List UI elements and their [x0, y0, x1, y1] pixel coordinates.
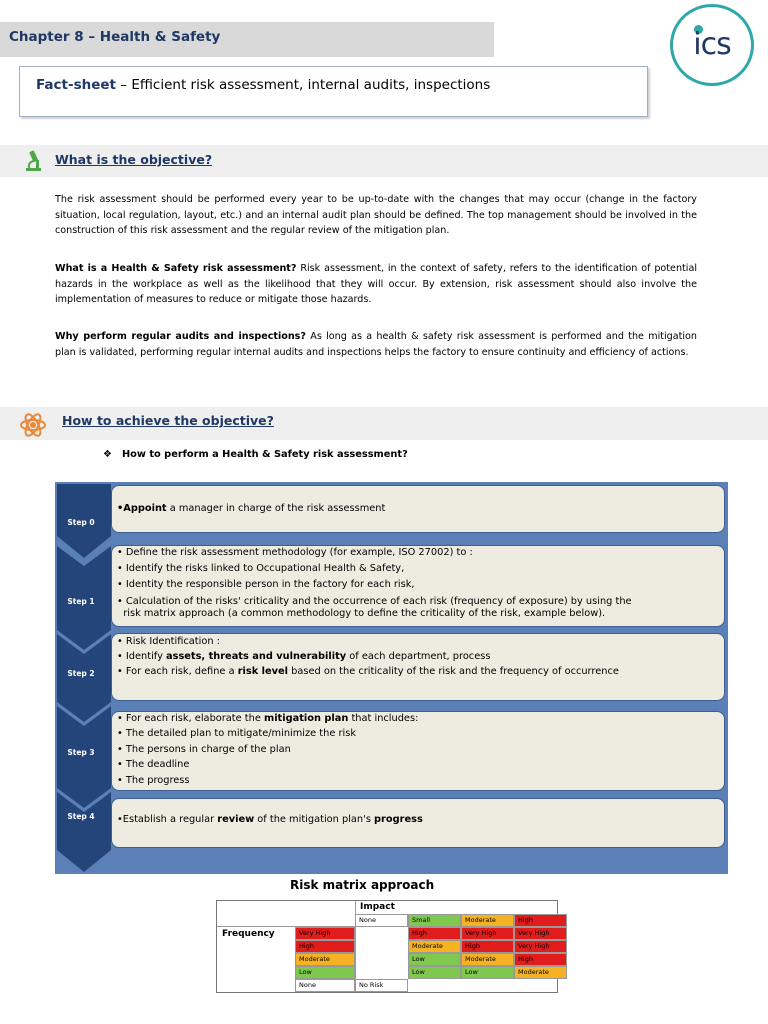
matrix-cell-3-1: Low: [461, 966, 514, 979]
no-risk-cell: No Risk: [355, 979, 408, 992]
step-2-line-2: [117, 649, 490, 665]
frequency-row-0: Very High: [295, 927, 355, 940]
step-4-c: of the mitigation plan's: [254, 814, 375, 825]
matrix-cell-2-1: Moderate: [461, 953, 514, 966]
matrix-cell-2-0: Low: [408, 953, 461, 966]
step-label-2: Step 2: [67, 669, 95, 678]
step-2-line-3: [117, 664, 619, 680]
step-label-3: Step 3: [67, 748, 95, 757]
step-3-line-2: • The detailed plan to mitigate/minimize the risk: [117, 728, 357, 739]
matrix-cell-2-2: High: [514, 953, 567, 966]
paragraph-2-lead: What is a Health & Safety risk assessment?: [55, 263, 297, 274]
step-label-4: Step 4: [67, 812, 95, 821]
fact-sheet-lead: Fact-sheet: [36, 77, 117, 93]
bullet-question-text: How to perform a Health & Safety risk assessment?: [121, 449, 408, 460]
impact-col-2: Moderate: [461, 914, 514, 927]
frequency-row-4: None: [295, 979, 355, 992]
matrix-impact-label: Impact: [360, 902, 395, 912]
impact-col-1: Small: [408, 914, 461, 927]
frequency-row-1: High: [295, 940, 355, 953]
step-1-line-5: risk matrix approach (a common methodology to define the criticality of the risk, example below).: [117, 608, 606, 619]
risk-matrix-title: Risk matrix approach: [290, 878, 435, 892]
step-1-line-4: • Calculation of the risks' criticality and the occurrence of each risk (frequency of exposure) by using the: [117, 596, 632, 607]
step-4-b: review: [217, 814, 255, 825]
chapter-title: Chapter 8 – Health & Safety: [9, 29, 221, 45]
step-2-line-2-b: assets, threats and vulnerability: [166, 651, 347, 662]
step-1-line-3: • Identity the responsible person in the factory for each risk,: [117, 579, 415, 590]
step-2-line-2-a: • Identify: [117, 651, 166, 662]
objective-title: What is the objective?: [55, 152, 213, 167]
step-3-line-1: [117, 711, 418, 727]
matrix-cell-0-0: High: [408, 927, 461, 940]
step-3-line-1-b: mitigation plan: [263, 713, 349, 724]
step-1-line-2: • Identify the risks linked to Occupational Health & Safety,: [117, 563, 405, 574]
step-3-line-1-a: • For each risk, elaborate the: [117, 713, 264, 724]
frequency-row-3: Low: [295, 966, 355, 979]
step-2-line-3-c: based on the criticality of the risk and the frequency of occurrence: [288, 666, 619, 677]
step-1-line-1: • Define the risk assessment methodology (for example, ISO 27002) to :: [117, 547, 473, 558]
matrix-cell-0-1: Very High: [461, 927, 514, 940]
matrix-cell-1-0: Moderate: [408, 940, 461, 953]
step-4-d: progress: [374, 814, 423, 825]
paragraph-3-body: As long as a health & safety risk assessment is performed and the mitigation plan is validated, performing regular internal audits and inspections helps the factory to ensure continuity and efficiency of actions.: [55, 331, 698, 358]
matrix-cell-1-1: High: [461, 940, 514, 953]
step-0-text: [117, 501, 385, 517]
step-4-a: •Establish a regular: [117, 814, 218, 825]
matrix-cell-1-2: Very High: [514, 940, 567, 953]
step-3-line-3: • The persons in charge of the plan: [117, 744, 291, 755]
step-2-line-3-a: • For each risk, define a: [117, 666, 238, 677]
risk-matrix: [216, 900, 558, 993]
step-4-text: [117, 812, 423, 828]
objective-paragraph-1: The risk assessment should be performed every year to be up-to-date with the changes that may occur (change in the factory situation, local regulation, layout, etc.) and an internal audit plan should be defined. The top management should be involved in the construction of this risk assessment and the regular review of the mitigation plan.: [55, 194, 697, 237]
matrix-cell-3-2: Moderate: [514, 966, 567, 979]
paragraph-2-body: Risk assessment, in the context of safety, refers to the identification of potential hazards in the workplace as well as the likelihood that they will occur. By extension, risk assessment should also involve the implementation of measures to reduce or mitigate those hazards.: [55, 263, 697, 306]
matrix-cell-3-0: Low: [408, 966, 461, 979]
impact-col-3: High: [514, 914, 567, 927]
matrix-cell-0-2: Very High: [514, 927, 567, 940]
paragraph-3-lead: Why perform regular audits and inspections?: [55, 331, 306, 342]
diamond-bullet-icon: ❖: [103, 449, 112, 460]
step-3-line-5: • The progress: [117, 775, 190, 786]
matrix-frequency-label: Frequency: [222, 929, 275, 939]
step-label-1: Step 1: [67, 597, 95, 606]
step-2-line-3-b: risk level: [237, 666, 289, 677]
step-0-bold: •Appoint: [117, 503, 167, 514]
step-2-line-2-c: of each department, process: [346, 651, 491, 662]
frequency-row-2: Moderate: [295, 953, 355, 966]
achieve-title: How to achieve the objective?: [62, 413, 274, 428]
step-3-line-4: • The deadline: [117, 759, 190, 770]
fact-sheet-subtitle: – Efficient risk assessment, internal audits, inspections: [116, 77, 491, 93]
logo-text: ics: [693, 27, 731, 62]
step-2-line-1: • Risk Identification :: [117, 636, 220, 647]
impact-col-0: None: [355, 914, 408, 927]
step-0-rest: a manager in charge of the risk assessment: [166, 503, 386, 514]
step-label-0: Step 0: [67, 518, 95, 527]
step-3-line-1-c: that includes:: [348, 713, 419, 724]
